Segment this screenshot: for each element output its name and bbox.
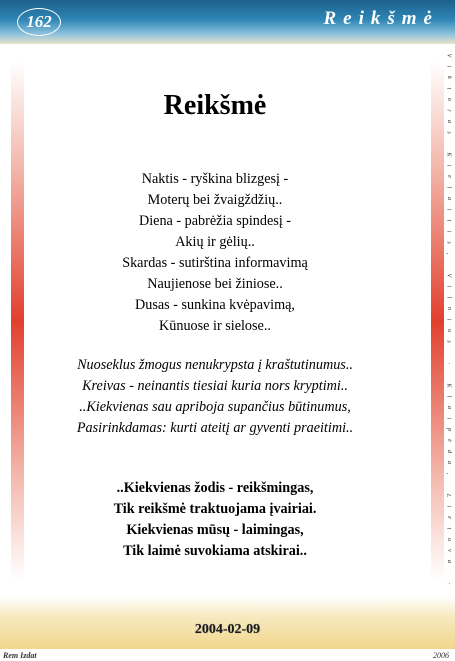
side-text-glyph: a [445,120,452,123]
side-text-glyph: i [445,505,452,508]
side-text-glyph: o [445,98,452,101]
verse-line: Kūnuose ir sielose.. [159,318,271,334]
right-decorative-band [431,62,444,580]
side-text-glyph: l [445,296,452,299]
side-text-glyph [444,374,452,376]
side-text-glyph: a [445,461,452,464]
side-text-glyph: l [445,395,452,398]
side-text-glyph: r [445,109,452,112]
side-text-glyph: t [445,87,452,90]
publisher-label: Rem Izdat [3,651,37,660]
side-text-glyph [444,264,452,266]
verse-line: Kreivas - neinantis tiesiai kuria nors kryptimi.. [82,378,348,394]
side-text-glyph: s [445,340,452,343]
side-text-glyph: s [445,241,452,244]
side-text-glyph [444,352,452,354]
verse-line: Diena - pabrėžia spindesį - [138,213,292,229]
verse-line: Tik reikšmė traktuojama įvairiai. [113,501,317,517]
side-text-glyph: i [445,285,452,288]
stanza-1 [40,169,390,337]
side-text-glyph: d [445,450,452,453]
header-title: Reikšmė [323,8,439,29]
side-text-glyph [444,572,452,574]
side-text-glyph: a [445,560,452,563]
side-text-glyph: K [445,152,452,157]
verse-line: Moterų bei žvaigždžių.. [147,192,283,208]
side-text-glyph: n [445,307,452,310]
side-text-glyph: l [445,186,452,189]
side-text-glyph: a [445,197,452,200]
side-text-glyph: · [445,582,452,585]
side-text-glyph: i [445,65,452,68]
poem-date: 2004-02-09 [194,622,261,637]
side-text-glyph: u [445,538,452,541]
header-bar [0,0,455,44]
side-text-glyph: s [445,131,452,134]
side-text-glyph: · [445,362,452,365]
verse-line: Nuoseklus žmogus nenukrypsta į kraštutinumus.. [77,357,353,373]
side-text-glyph: k [445,76,452,79]
side-text-glyph: V [445,273,452,278]
side-text-glyph: v [445,549,452,552]
side-text-glyph [444,143,452,145]
stanza-2 [40,355,390,439]
side-text-glyph: e [445,516,452,519]
verse-line: Naktis - ryškina blizgesį - [141,171,289,187]
verse-line: Pasirinkdamas: kurti ateitį ar gyventi praeitimi.. [76,420,354,436]
verse-line: Dusas - sunkina kvėpavimą, [135,297,295,313]
verse-line: Naujienose bei žiniose.. [147,276,283,292]
verse-line: Akių ir gėlių.. [175,234,255,250]
side-text-glyph: i [445,164,452,167]
poem-title: Reikšmė [163,90,267,121]
side-text-glyph: , [445,252,452,255]
verse-line: ..Kiekvienas sau apriboja supančius būtinumus, [79,399,351,415]
verse-line: Skardas - sutirština informavimą [122,255,308,271]
side-text-glyph: t [445,219,452,222]
side-vertical-text [444,50,452,595]
left-decorative-band [11,62,24,580]
side-text-glyph: K [445,383,452,388]
side-text-glyph: u [445,329,452,332]
side-text-glyph: a [445,406,452,409]
side-text-glyph: L [445,493,452,498]
side-text-glyph: ė [445,439,452,442]
side-text-glyph: i [445,208,452,211]
side-text-glyph: t [445,527,452,530]
side-text-glyph: i [445,318,452,321]
verse-line: ..Kiekvienas žodis - reikšmingas, [116,480,314,496]
verse-line: Kiekvienas mūsų - laimingas, [126,522,304,538]
page-number-logo: 162 [17,8,61,36]
year-label: 2006 [433,651,449,660]
side-text-glyph: i [445,230,452,233]
side-text-glyph [444,484,452,486]
verse-line: Tik laimė suvokiama atskirai.. [123,543,307,559]
side-text-glyph [444,594,452,595]
side-text-glyph: i [445,417,452,420]
side-text-glyph: e [445,175,452,178]
side-text-glyph: p [445,428,452,431]
stanza-3 [40,478,390,562]
side-text-glyph: V [445,53,452,58]
side-text-glyph: , [445,472,452,475]
